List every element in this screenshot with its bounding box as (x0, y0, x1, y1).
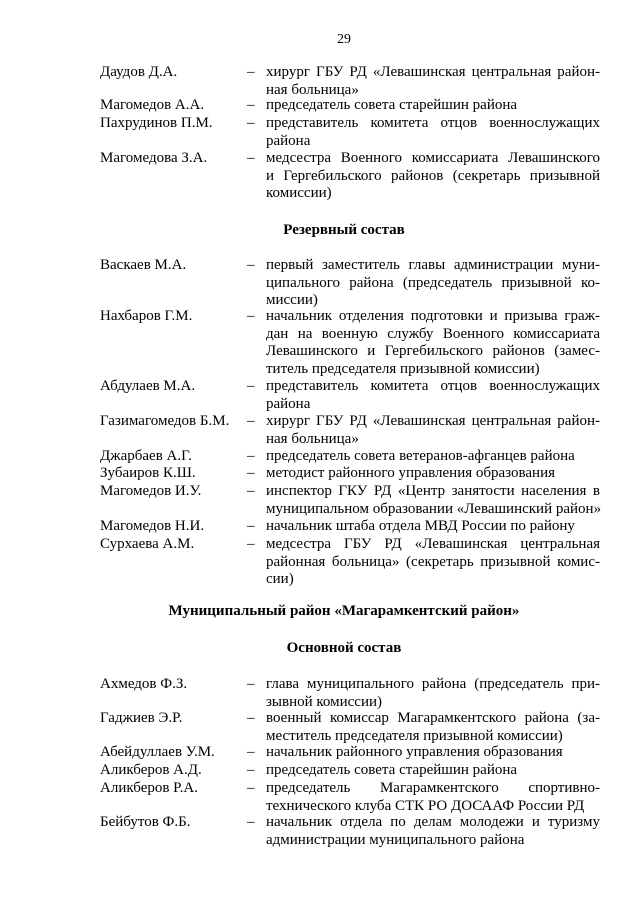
member-role (266, 150, 600, 203)
dash-separator: – (247, 465, 255, 481)
role-line: председатель совета ветеранов-афганцев района (266, 448, 575, 464)
dash-separator: – (247, 64, 255, 80)
role-line: комиссии) (266, 185, 332, 201)
section-header: Муниципальный район «Магарамкентский район» (168, 603, 520, 619)
dash-separator: – (247, 483, 255, 499)
role-line: военный комиссар Магарамкентского района (за- (266, 710, 600, 726)
member-role (266, 465, 600, 483)
role-line: начальник отделения подготовки и призыва граж- (266, 308, 600, 324)
dash-separator: – (247, 257, 255, 273)
dash-separator: – (247, 97, 255, 113)
role-line: первый заместитель главы администрации муни- (266, 257, 600, 273)
dash-separator: – (247, 308, 255, 324)
role-line: и Гергебильского районов (секретарь призывной (266, 167, 600, 184)
role-line: зывной комиссии) (266, 693, 383, 710)
member-role (266, 814, 600, 849)
role-line: ная больница» (266, 430, 359, 447)
page-number: 29 (337, 32, 351, 47)
dash-separator: – (247, 780, 255, 796)
member-name: Ахмедов Ф.З. (100, 676, 188, 692)
member-name: Абейдуллаев У.М. (100, 744, 215, 760)
member-name: Магомедов А.А. (100, 97, 205, 113)
role-line: дан на военную службу Военного комиссариата (266, 325, 600, 342)
role-line: муниципальном образовании «Левашинский район» (266, 500, 602, 517)
dash-separator: – (247, 744, 255, 760)
role-line: председатель совета старейшин района (266, 97, 518, 113)
member-name: Магомедов И.У. (100, 483, 202, 499)
member-name: Абдулаев М.А. (100, 378, 196, 394)
role-line: представитель комитета отцов военнослужащих (266, 378, 600, 394)
member-role (266, 744, 600, 762)
member-role (266, 483, 600, 518)
member-role (266, 710, 600, 745)
role-line: района (266, 132, 311, 149)
member-role (266, 762, 600, 780)
role-line: медсестра ГБУ РД «Левашинская центральная (266, 536, 600, 552)
role-line: хирург ГБУ РД «Левашинская центральная район- (266, 64, 600, 80)
role-line: миссии) (266, 292, 318, 308)
role-line: ная больница» (266, 81, 359, 98)
section-header: Резервный состав (283, 222, 405, 238)
role-line: сии) (266, 571, 294, 587)
member-name: Газимагомедов Б.М. (100, 413, 230, 429)
member-role (266, 64, 600, 99)
role-line: титель председателя призывной комиссии) (266, 360, 540, 377)
member-role (266, 518, 600, 536)
member-name: Сурхаева А.М. (100, 536, 195, 552)
role-line: хирург ГБУ РД «Левашинская центральная район- (266, 413, 600, 429)
member-name: Нахбаров Г.М. (100, 308, 193, 324)
member-name: Васкаев М.А. (100, 257, 187, 273)
member-role (266, 115, 600, 150)
dash-separator: – (247, 710, 255, 726)
role-line: района (266, 395, 311, 412)
member-name: Аликберов Р.А. (100, 780, 198, 796)
member-name: Бейбутов Ф.Б. (100, 814, 191, 830)
role-line: технического клуба СТК РО ДОСААФ России РД (266, 797, 585, 814)
dash-separator: – (247, 150, 255, 166)
dash-separator: – (247, 518, 255, 534)
role-line: председатель совета старейшин района (266, 762, 518, 778)
member-role (266, 448, 600, 466)
section-header: Основной состав (286, 640, 402, 656)
role-line: Левашинского и Гергебильского районов (замес- (266, 343, 600, 359)
member-role (266, 378, 600, 413)
role-line: методист районного управления образования (266, 465, 556, 481)
member-name: Пахрудинов П.М. (100, 115, 213, 131)
member-role (266, 676, 600, 711)
role-line: администрации муниципального района (266, 831, 525, 848)
member-name: Гаджиев Э.Р. (100, 710, 183, 726)
member-name: Магомедова З.А. (100, 150, 208, 166)
role-line: меститель председателя призывной комиссии) (266, 727, 563, 744)
dash-separator: – (247, 536, 255, 552)
member-name: Даудов Д.А. (100, 64, 178, 80)
member-role (266, 308, 600, 378)
role-line: начальник штаба отдела МВД России по району (266, 518, 575, 534)
member-name: Аликберов А.Д. (100, 762, 202, 778)
dash-separator: – (247, 448, 255, 464)
dash-separator: – (247, 762, 255, 778)
role-line: начальник районного управления образования (266, 744, 563, 760)
role-line: медсестра Военного комиссариата Левашинского (266, 150, 600, 166)
member-name: Джарбаев А.Г. (100, 448, 192, 464)
member-role (266, 780, 600, 815)
role-line: начальник отдела по делам молодежи и туризму (266, 814, 600, 830)
member-name: Магомедов Н.И. (100, 518, 205, 534)
dash-separator: – (247, 115, 255, 131)
member-role (266, 97, 600, 115)
role-line: глава муниципального района (председатель при- (266, 676, 600, 692)
role-line: инспектор ГКУ РД «Центр занятости населения в (266, 483, 600, 499)
role-line: ципального района (председатель призывной ко- (266, 274, 600, 291)
role-line: представитель комитета отцов военнослужащих (266, 115, 600, 131)
member-role (266, 257, 600, 310)
dash-separator: – (247, 814, 255, 830)
member-role (266, 413, 600, 448)
role-line: районная больница» (секретарь призывной комис- (266, 553, 600, 570)
role-line: председатель Магарамкентского спортивно- (266, 780, 600, 796)
dash-separator: – (247, 676, 255, 692)
member-name: Зубаиров К.Ш. (100, 465, 196, 481)
dash-separator: – (247, 413, 255, 429)
member-role (266, 536, 600, 589)
dash-separator: – (247, 378, 255, 394)
